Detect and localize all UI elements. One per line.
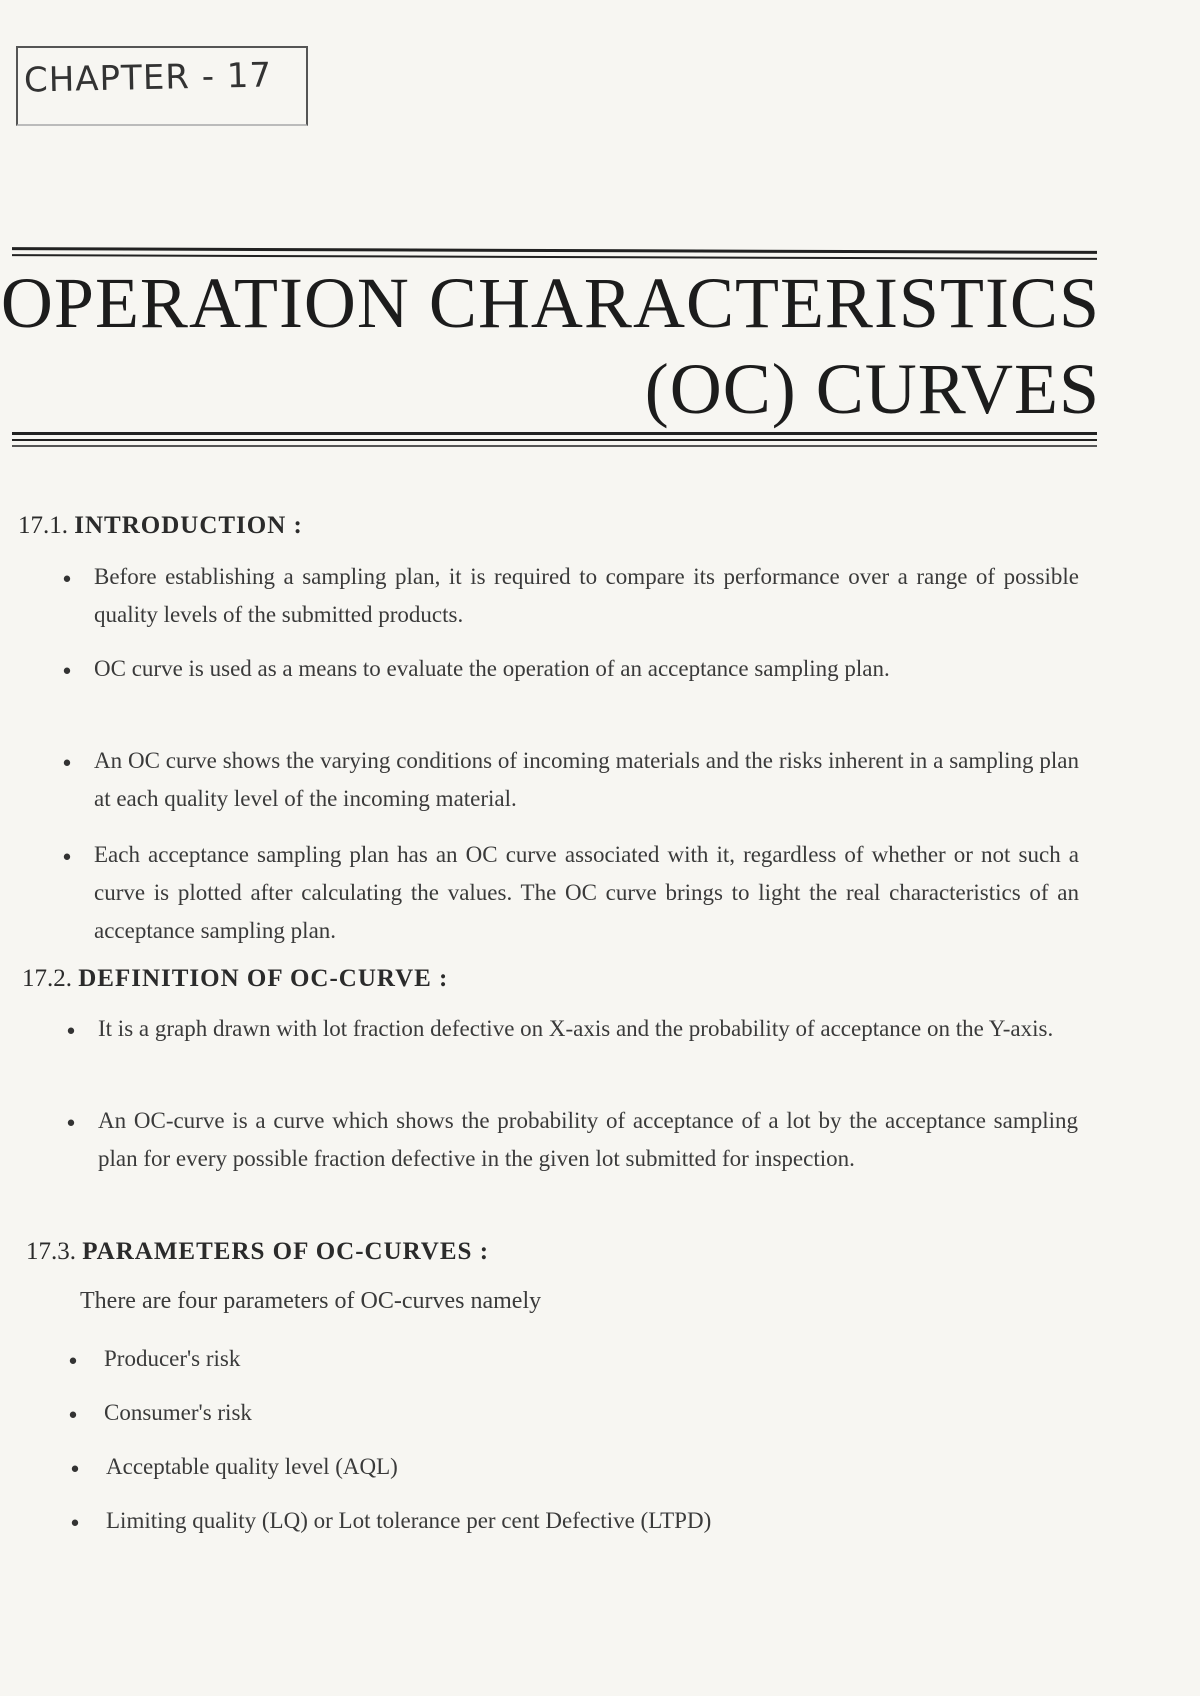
bullet-dot: • xyxy=(60,568,74,593)
title-rule-top xyxy=(12,247,1097,254)
title-rule-bottom xyxy=(12,432,1097,435)
section-number: 17.2. xyxy=(22,965,72,992)
bullet-dot: • xyxy=(64,1112,78,1137)
bullet-dot: • xyxy=(60,752,74,777)
section-heading-definition xyxy=(22,965,448,993)
title-rule-top-thin xyxy=(12,254,1097,260)
parameter-item-4: Limiting quality (LQ) or Lot tolerance per cent Defective (LTPD) xyxy=(106,1508,712,1533)
bullet-dot: • xyxy=(68,1512,82,1537)
section-title: PARAMETERS OF OC-CURVES : xyxy=(82,1238,490,1265)
section-number: 17.1. xyxy=(18,512,68,539)
intro-bullet-4: Each acceptance sampling plan has an OC curve associated with it, regardless of whether or not such a curve is plotted after calculating the values. The OC curve brings to light the real characteristics of an acceptance sampling plan. xyxy=(94,842,1079,943)
intro-bullet-2: OC curve is used as a means to evaluate the operation of an acceptance sampling plan. xyxy=(94,656,890,681)
intro-bullet-3: An OC curve shows the varying conditions of incoming materials and the risks inherent in a sampling plan at each quality level of the incoming material. xyxy=(94,748,1079,811)
section-heading-parameters xyxy=(26,1238,489,1266)
section-title: DEFINITION OF OC-CURVE : xyxy=(78,965,449,992)
parameter-item-3: Acceptable quality level (AQL) xyxy=(106,1454,398,1479)
title-rule-bottom-thin xyxy=(12,439,1097,441)
bullet-dot: • xyxy=(64,1020,78,1045)
chapter-label: CHAPTER - 17 xyxy=(23,55,273,101)
bullet-dot: • xyxy=(66,1350,80,1375)
parameter-item-2: Consumer's risk xyxy=(104,1400,252,1425)
bullet-dot: • xyxy=(66,1404,80,1429)
bullet-dot: • xyxy=(60,846,74,871)
definition-bullet-2: An OC-curve is a curve which shows the probability of acceptance of a lot by the acceptance sampling plan for every possible fraction defective in the given lot submitted for inspection. xyxy=(98,1108,1078,1171)
parameters-intro: There are four parameters of OC-curves namely xyxy=(80,1288,542,1314)
chapter-title-line2: (OC) CURVES xyxy=(644,349,1100,429)
bullet-dot: • xyxy=(60,660,74,685)
section-title: INTRODUCTION : xyxy=(74,512,303,539)
chapter-title-line1: OPERATION CHARACTERISTICS xyxy=(0,263,1100,343)
section-number: 17.3. xyxy=(26,1238,76,1265)
intro-bullet-1: Before establishing a sampling plan, it is required to compare its performance over a range of possible quality levels of the submitted products. xyxy=(94,564,1079,627)
title-rule-bottom-thin-2 xyxy=(12,445,1097,447)
parameter-item-1: Producer's risk xyxy=(104,1346,241,1371)
bullet-dot: • xyxy=(68,1458,82,1483)
section-heading-introduction xyxy=(18,512,303,540)
definition-bullet-1: It is a graph drawn with lot fraction defective on X-axis and the probability of acceptance on the Y-axis. xyxy=(98,1016,1054,1041)
